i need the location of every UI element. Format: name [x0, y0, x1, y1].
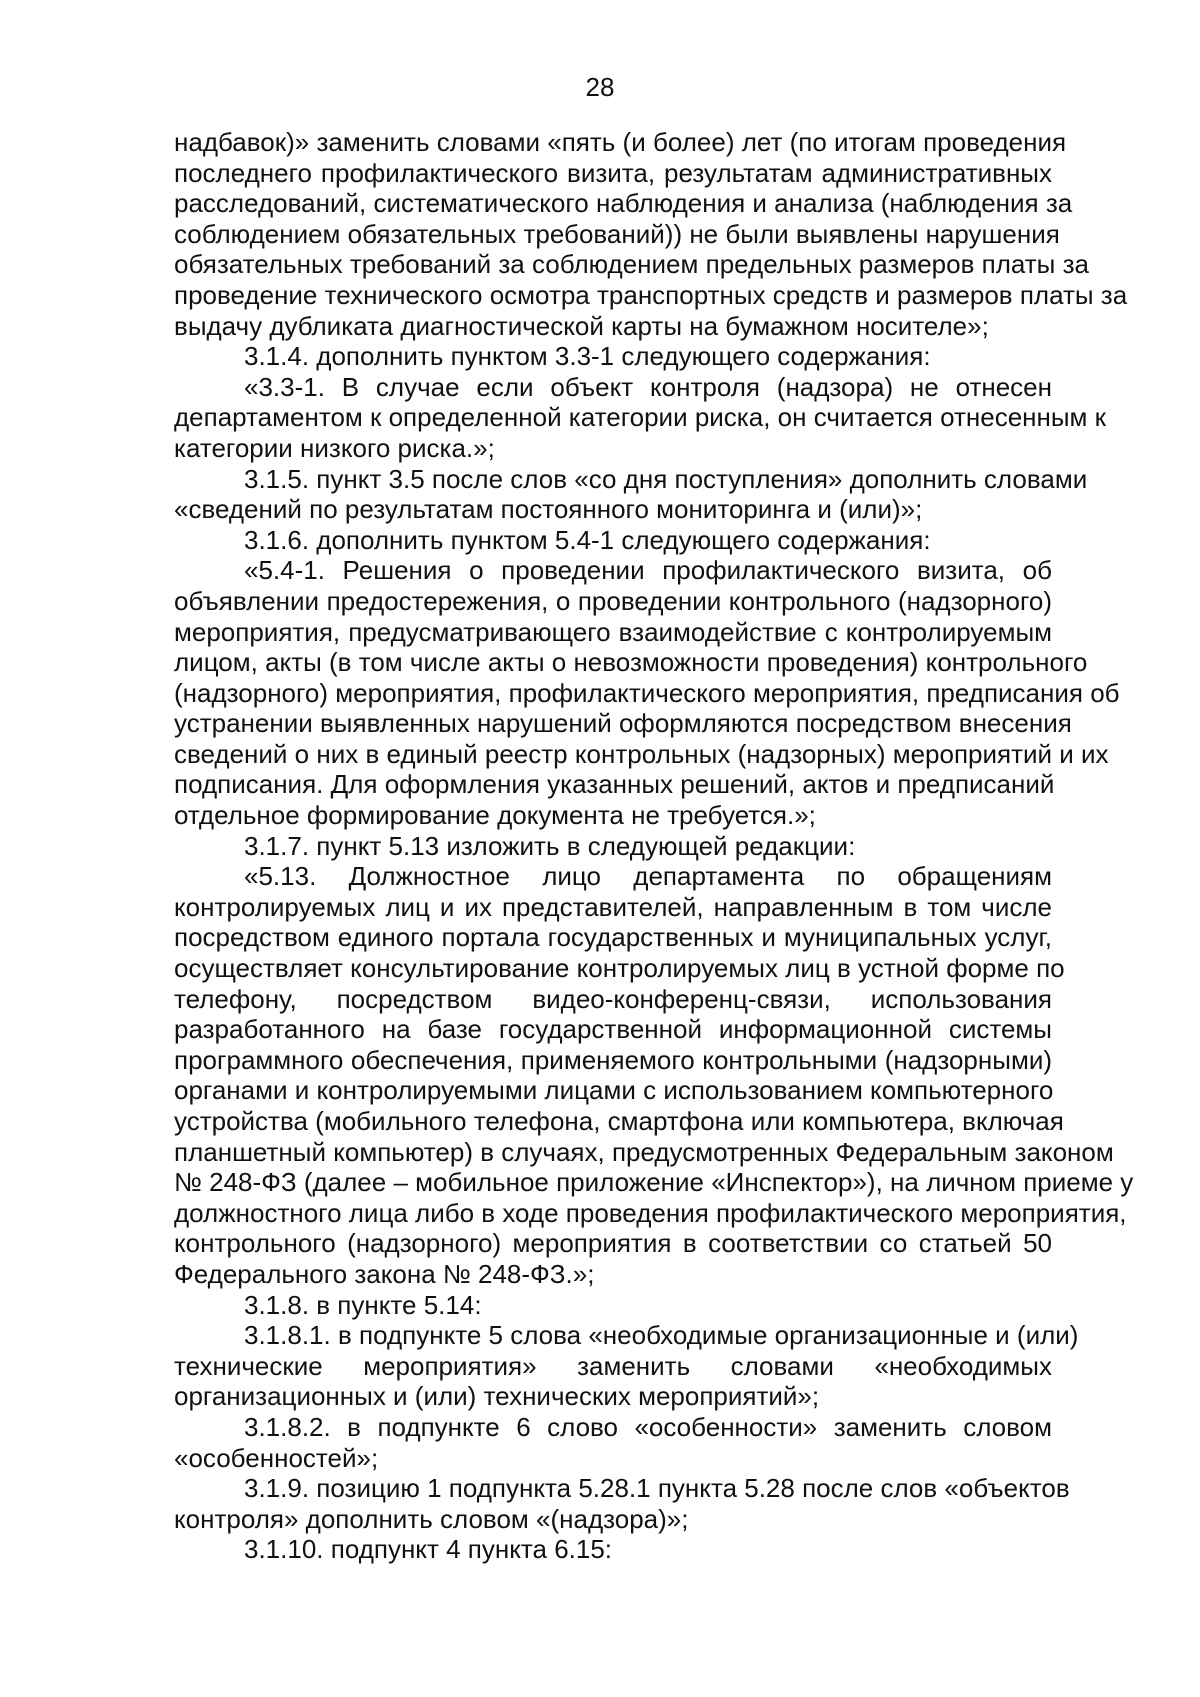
text-line: планшетный компьютер) в случаях, предусмотренных Федеральным законом	[174, 1136, 1114, 1167]
document-body	[174, 127, 1134, 1565]
text-line: обязательных требований за соблюдением предельных размеров платы за	[174, 249, 1089, 280]
text-line: мероприятия, предусматривающего взаимодействие с контролируемым	[174, 616, 1052, 647]
text-line: подписания. Для оформления указанных решений, актов и предписаний	[174, 769, 1055, 800]
text-line: департаментом к определенной категории риска, он считается отнесенным к	[174, 402, 1107, 433]
text-line: «сведений по результатам постоянного мониторинга и (или)»;	[174, 494, 923, 525]
text-line: 3.1.5. пункт 3.5 после слов «со дня поступления» дополнить словами	[244, 463, 1088, 494]
page-number: 28	[585, 72, 615, 102]
text-line: проведение технического осмотра транспортных средств и размеров платы за	[174, 279, 1128, 310]
text-line: должностного лица либо в ходе проведения профилактического мероприятия,	[174, 1197, 1127, 1228]
text-line: программного обеспечения, применяемого контрольными (надзорными)	[174, 1044, 1052, 1075]
text-line: 3.1.9. позицию 1 подпункта 5.28.1 пункта 5.28 после слов «объектов	[244, 1473, 1070, 1504]
text-line: 3.1.6. дополнить пунктом 5.4-1 следующего содержания:	[244, 524, 931, 555]
text-line: выдачу дубликата диагностической карты на бумажном носителе»;	[174, 310, 989, 341]
text-line: устранении выявленных нарушений оформляются посредством внесения	[174, 708, 1072, 739]
text-line: (надзорного) мероприятия, профилактического мероприятия, предписания об	[174, 677, 1120, 708]
text-line: «3.3-1. В случае если объект контроля (надзора) не отнесен	[244, 371, 1052, 402]
text-line: посредством единого портала государственных и муниципальных услуг,	[174, 922, 1052, 953]
text-line: соблюдением обязательных требований)) не были выявлены нарушения	[174, 218, 1060, 249]
text-line: «5.4-1. Решения о проведении профилактического визита, об	[244, 555, 1052, 586]
text-line: отдельное формирование документа не требуется.»;	[174, 800, 816, 831]
text-line: сведений о них в единый реестр контрольных (надзорных) мероприятий и их	[174, 738, 1109, 769]
text-line: 3.1.4. дополнить пунктом 3.3-1 следующего содержания:	[244, 341, 931, 372]
text-line: разработанного на базе государственной информационной системы	[174, 1014, 1052, 1045]
text-line: технические мероприятия» заменить словами «необходимых	[174, 1350, 1052, 1381]
text-line: объявлении предостережения, о проведении контрольного (надзорного)	[174, 585, 1052, 616]
text-line: лицом, акты (в том числе акты о невозможности проведения) контрольного	[174, 647, 1088, 678]
text-line: 3.1.7. пункт 5.13 изложить в следующей редакции:	[244, 830, 856, 861]
text-line: контрольного (надзорного) мероприятия в соответствии со статьей 50	[174, 1228, 1052, 1259]
text-line: 3.1.10. подпункт 4 пункта 6.15:	[244, 1534, 613, 1565]
text-line: устройства (мобильного телефона, смартфона или компьютера, включая	[174, 1106, 1064, 1136]
text-line: «5.13. Должностное лицо департамента по обращениям	[244, 861, 1052, 892]
text-line: телефону, посредством видео-конференц-связи, использования	[174, 983, 1052, 1014]
text-line: 3.1.8. в пункте 5.14:	[244, 1289, 482, 1320]
text-line: последнего профилактического визита, результатам административных	[174, 157, 1052, 188]
text-line: осуществляет консультирование контролируемых лиц в устной форме по	[174, 953, 1065, 984]
text-line: расследований, систематического наблюдения и анализа (наблюдения за	[174, 188, 1073, 219]
text-line: контролируемых лиц и их представителей, направленным в том числе	[174, 891, 1052, 922]
text-line: «особенностей»;	[174, 1442, 379, 1473]
text-line: № 248-ФЗ (далее – мобильное приложение «Инспектор»), на личном приеме у	[174, 1167, 1134, 1198]
text-line: контроля» дополнить словом «(надзора)»;	[174, 1503, 689, 1534]
text-line: 3.1.8.1. в подпункте 5 слова «необходимые организационные и (или)	[244, 1320, 1079, 1351]
text-line: Федерального закона № 248-ФЗ.»;	[174, 1258, 595, 1289]
text-line: организационных и (или) технических мероприятий»;	[174, 1381, 820, 1412]
text-line: категории низкого риска.»;	[174, 432, 495, 463]
text-line: 3.1.8.2. в подпункте 6 слово «особенности» заменить словом	[244, 1411, 1052, 1442]
text-line: органами и контролируемыми лицами с использованием компьютерного	[174, 1075, 1054, 1106]
text-line: надбавок)» заменить словами «пять (и более) лет (по итогам проведения	[174, 127, 1067, 157]
